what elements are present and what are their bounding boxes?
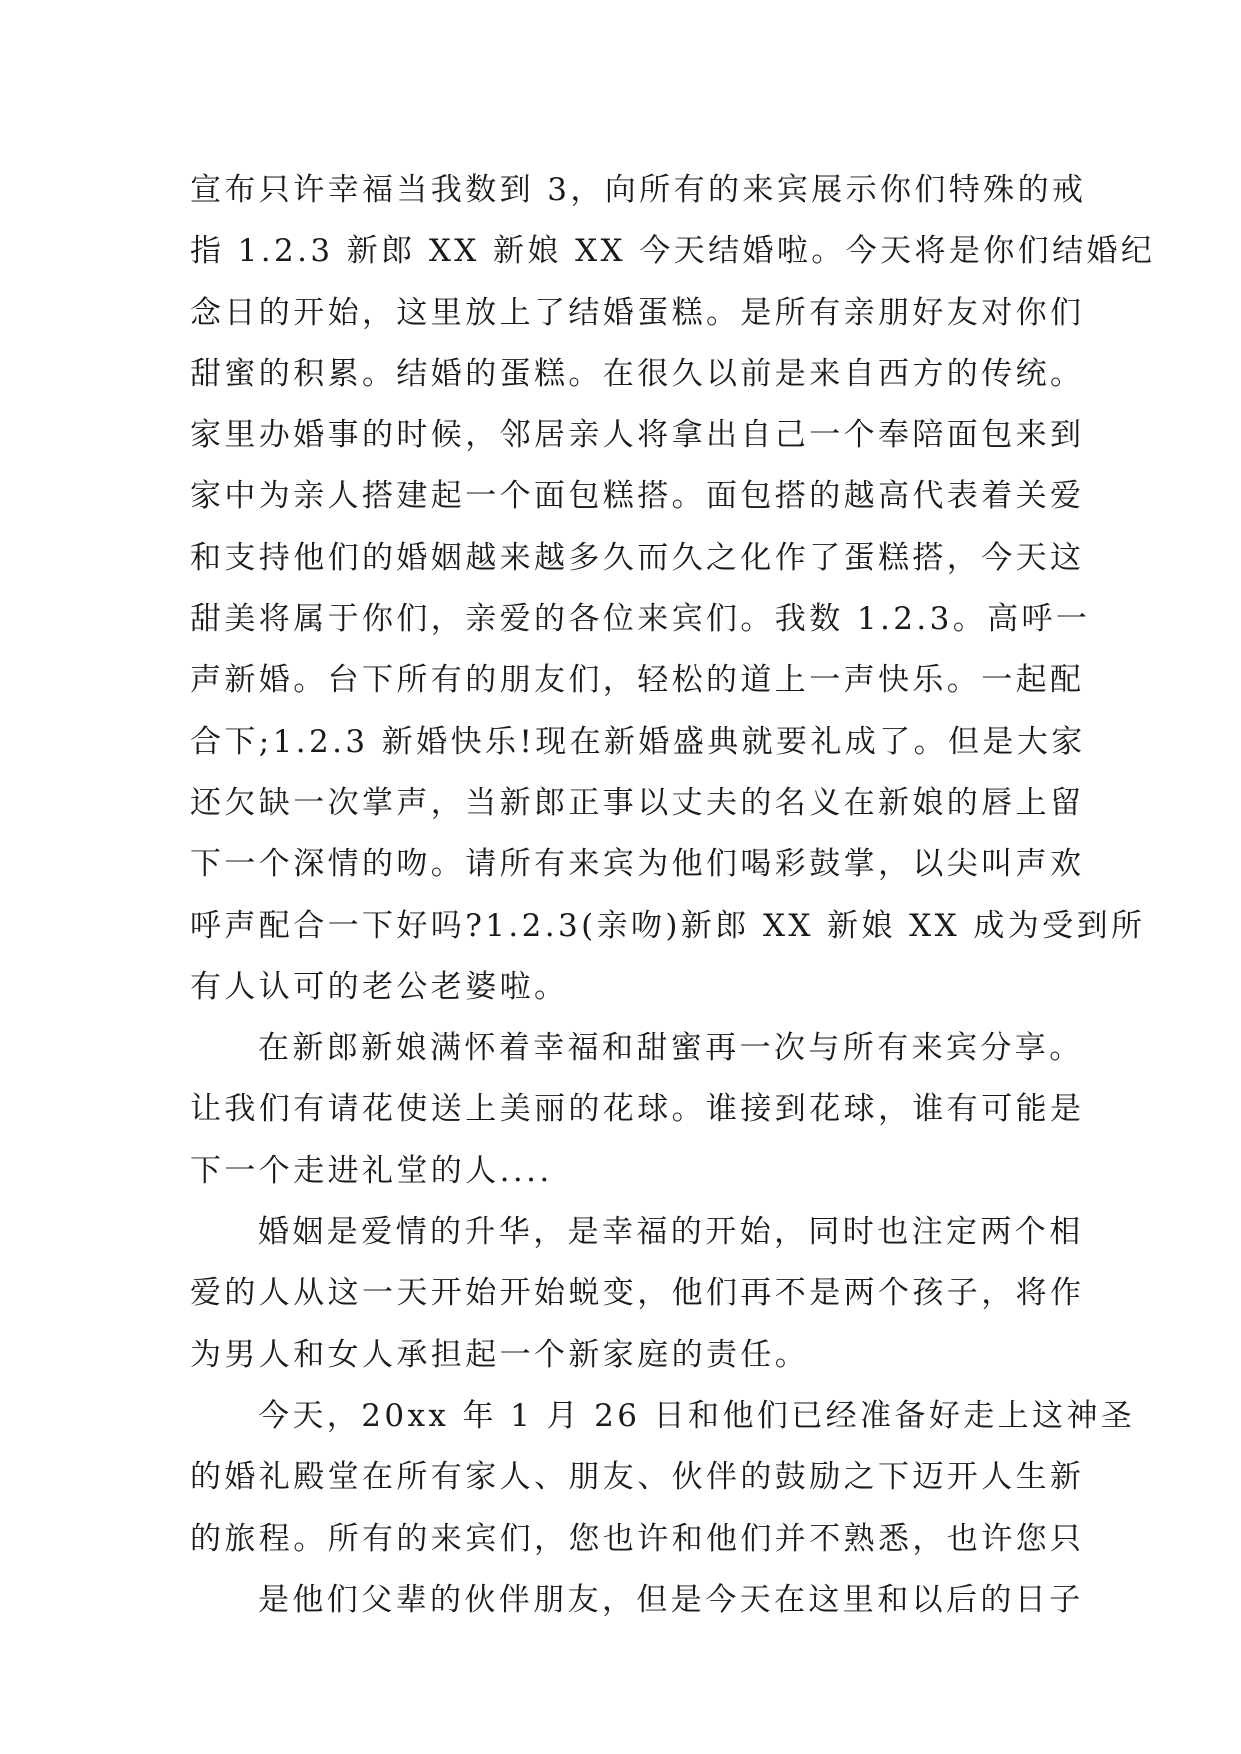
text-line: 和支持他们的婚姻越来越多久而久之化作了蛋糕搭，今天这 — [190, 539, 1085, 576]
text-line: 呼声配合一下好吗?1.2.3(亲吻)新郎 XX 新娘 XX 成为受到所 — [190, 907, 1146, 944]
text-line: 甜蜜的积累。结婚的蛋糕。在很久以前是来自西方的传统。 — [190, 355, 1085, 392]
text-line: 甜美将属于你们，亲爱的各位来宾们。我数 1.2.3。高呼一 — [190, 601, 1091, 638]
text-line: 念日的开始，这里放上了结婚蛋糕。是所有亲朋好友对你们 — [190, 294, 1085, 331]
text-line: 家里办婚事的时候，邻居亲人将拿出自己一个奉陪面包来到 — [190, 417, 1085, 454]
text-line: 的婚礼殿堂在所有家人、朋友、伙伴的鼓励之下迈开人生新 — [190, 1459, 1085, 1496]
body-text — [190, 160, 1156, 1631]
text-line: 合下;1.2.3 新婚快乐!现在新婚盛典就要礼成了。但是大家 — [190, 723, 1086, 760]
text-line: 让我们有请花使送上美丽的花球。谁接到花球，谁有可能是 — [190, 1091, 1085, 1128]
text-line: 的旅程。所有的来宾们，您也许和他们并不熟悉，也许您只 — [190, 1520, 1085, 1557]
text-line: 宣布只许幸福当我数到 3，向所有的来宾展示你们特殊的戒 — [190, 172, 1087, 208]
text-line: 有人认可的老公老婆啦。 — [190, 968, 569, 1005]
paragraph-first-line: 婚姻是爱情的升华，是幸福的开始，同时也注定两个相 — [258, 1214, 1084, 1251]
paragraph-first-line: 在新郎新娘满怀着幸福和甜蜜再一次与所有来宾分享。 — [258, 1030, 1084, 1067]
paragraph-first-line: 是他们父辈的伙伴朋友，但是今天在这里和以后的日子 — [258, 1581, 1084, 1618]
text-line: 下一个走进礼堂的人.... — [190, 1152, 553, 1189]
text-line: 爱的人从这一天开始开始蜕变，他们再不是两个孩子，将作 — [190, 1275, 1085, 1312]
text-line: 为男人和女人承担起一个新家庭的责任。 — [190, 1336, 810, 1373]
text-line: 指 1.2.3 新郎 XX 新娘 XX 今天结婚啦。今天将是你们结婚纪 — [190, 233, 1156, 270]
text-line: 还欠缺一次掌声，当新郎正事以丈夫的名义在新娘的唇上留 — [190, 784, 1085, 821]
text-line: 家中为亲人搭建起一个面包糕搭。面包搭的越高代表着关爱 — [190, 478, 1085, 515]
text-line: 下一个深情的吻。请所有来宾为他们喝彩鼓掌，以尖叫声欢 — [190, 846, 1085, 883]
text-line: 声新婚。台下所有的朋友们，轻松的道上一声快乐。一起配 — [190, 662, 1085, 699]
paragraph-first-line: 今天，20xx 年 1 月 26 日和他们已经准备好走上这神圣 — [258, 1397, 1136, 1434]
